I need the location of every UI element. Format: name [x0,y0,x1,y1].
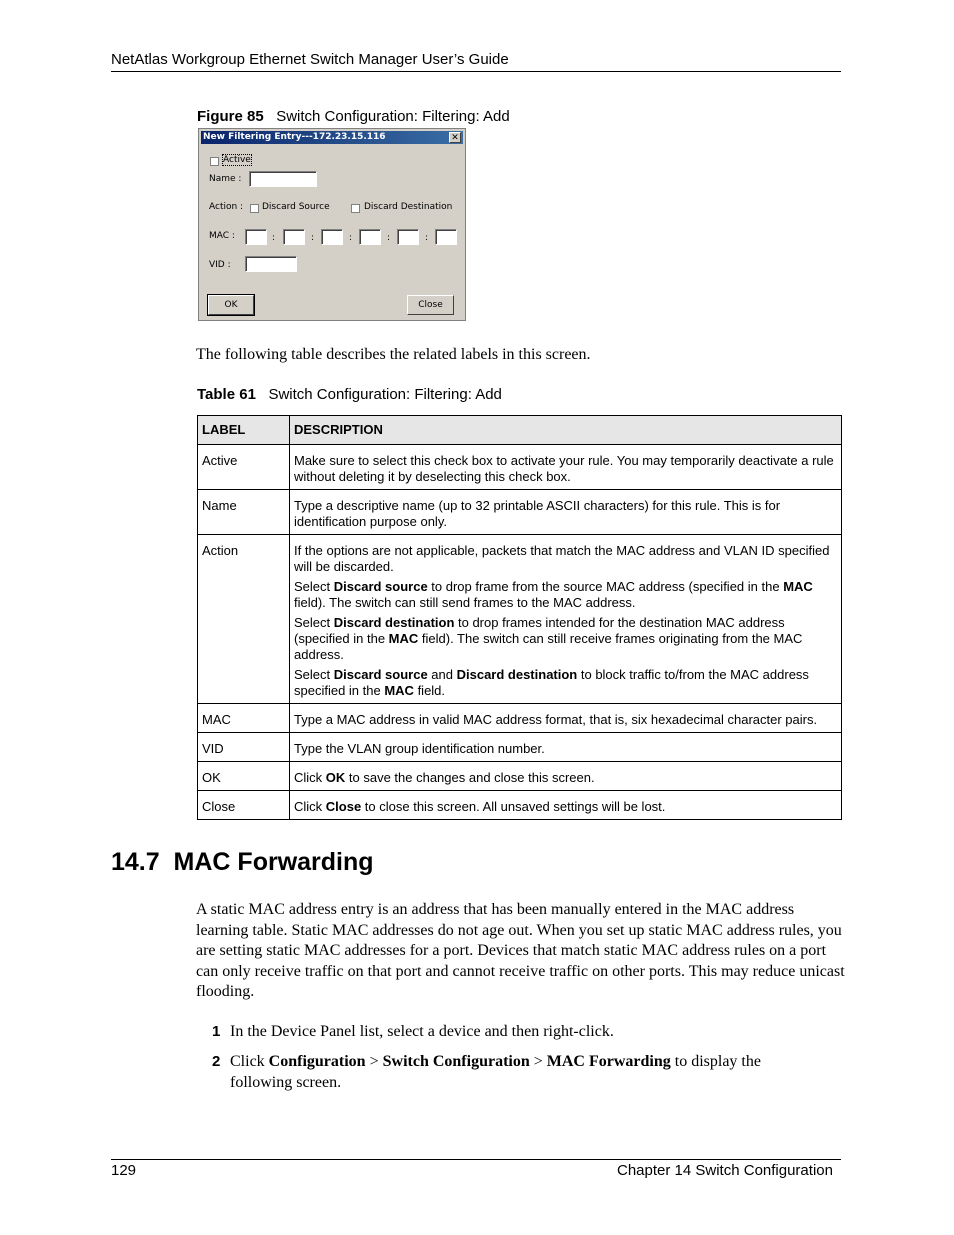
description-paragraph [294,579,837,611]
menu-path-item: Switch Configuration [382,1053,530,1070]
text-run: to save the changes and close this screen. [345,770,595,785]
bold-term: Discard destination [333,615,455,630]
row-description [290,535,842,704]
mac-octet-5-input[interactable] [397,229,419,245]
mac-octet-6-input[interactable] [435,229,457,245]
row-label: Name [198,490,290,535]
mac-separator: : [425,233,429,243]
body-paragraph: A static MAC address entry is an address that has been manually entered in the MAC address learning table. Static MAC addresses do not age out. When you set up static MAC address rules, you are setting static MAC addresses for a port. Devices that match static MAC address rules on a port can only receive traffic on that port and cannot receive traffic on other ports. This may reduce unicast flooding. [196,901,845,1000]
text-run: Select [294,667,334,682]
table-row [198,535,842,704]
row-description: Type the VLAN group identification number. [290,733,842,762]
table-label: Table 61 [197,386,256,403]
figure-title: Switch Configuration: Filtering: Add [276,108,510,125]
mac-separator: : [311,233,315,243]
table-title: Switch Configuration: Filtering: Add [268,386,502,403]
step-number: 1 [212,1023,221,1040]
bold-term: Discard source [333,667,428,682]
text-run: Click [294,799,326,814]
mac-separator: : [387,233,391,243]
row-label: MAC [198,704,290,733]
running-header: NetAtlas Workgroup Ethernet Switch Manager User’s Guide [111,51,509,68]
row-description [290,791,842,820]
mac-separator: : [349,233,353,243]
text-run: to drop frame from the source MAC address (specified in the [427,579,784,594]
close-icon[interactable]: ✕ [449,132,461,143]
table-row [198,762,842,791]
active-label: Active [223,155,251,165]
row-label: Close [198,791,290,820]
ok-button[interactable]: OK [208,295,254,315]
step-text [230,1052,810,1093]
description-paragraph [294,615,837,663]
text-run: Click [294,770,326,785]
row-label: Action [198,535,290,704]
name-input[interactable] [249,171,317,187]
discard-source-label: Discard Source [262,202,330,212]
dialog-title: New Filtering Entry---172.23.15.116 [203,132,386,142]
row-description: Type a MAC address in valid MAC address format, that is, six hexadecimal character pairs. [290,704,842,733]
step-text: In the Device Panel list, select a device and then right-click. [230,1023,614,1040]
table-header-row [198,416,842,445]
bold-term: Discard destination [456,667,578,682]
text-run: to close this screen. All unsaved settings will be lost. [361,799,666,814]
row-label: OK [198,762,290,791]
column-header-label: LABEL [198,416,290,445]
text-run: to drop frames intended for the destination MAC address (specified in the [294,615,785,646]
filtering-entry-dialog [198,128,466,321]
row-label: VID [198,733,290,762]
menu-path-item: MAC Forwarding [546,1053,671,1070]
figure-caption [197,108,510,125]
text-run: Click [230,1053,269,1070]
figure-label: Figure 85 [197,108,264,125]
text-run: Select [294,579,334,594]
bold-term: MAC [384,683,414,698]
text-run: Select [294,615,334,630]
menu-path-item: Configuration [268,1053,366,1070]
text-run: to display the following screen. [230,1053,761,1091]
text-run: field). The switch can still send frames to the MAC address. [294,595,636,610]
discard-destination-label: Discard Destination [364,202,453,212]
name-label: Name : [209,174,242,184]
discard-source-checkbox[interactable] [250,204,259,213]
bold-term: OK [325,770,346,785]
bold-term: MAC [388,631,419,646]
section-heading: 14.7 MAC Forwarding [111,848,374,876]
mac-octet-4-input[interactable] [359,229,381,245]
list-item [196,1022,836,1052]
page-number: 129 [111,1162,137,1179]
vid-input[interactable] [245,256,297,272]
text-run: field. [413,683,446,698]
row-label: Active [198,445,290,490]
text-run: to block traffic to/from the MAC address specified in the [294,667,809,698]
table-row [198,704,842,733]
column-header-description: DESCRIPTION [290,416,842,445]
active-checkbox[interactable] [210,157,219,166]
text-run: field). The switch can still receive frames originating from the MAC address. [294,631,803,662]
table-row [198,791,842,820]
bold-term: MAC [783,579,813,594]
table-row [198,490,842,535]
row-description [290,762,842,791]
mac-octet-1-input[interactable] [245,229,267,245]
table-intro: The following table describes the related labels in this screen. [196,346,591,363]
table-caption [197,386,502,403]
dialog-titlebar [201,131,463,144]
chapter-title: Chapter 14 Switch Configuration [617,1162,833,1179]
action-label: Action : [209,202,244,212]
mac-separator: : [272,233,276,243]
mac-octet-2-input[interactable] [283,229,305,245]
description-paragraph [294,667,837,699]
text-run: and [427,667,457,682]
text-run: > [529,1053,547,1070]
mac-octet-3-input[interactable] [321,229,343,245]
bold-term: Close [325,799,362,814]
label-description-table [197,415,842,820]
vid-label: VID : [209,260,231,270]
step-list [196,1022,836,1093]
discard-destination-checkbox[interactable] [351,204,360,213]
bold-term: Discard source [333,579,428,594]
table-row [198,445,842,490]
table-row [198,733,842,762]
row-description: Type a descriptive name (up to 32 printable ASCII characters) for this rule. This is for identification purpose only. [290,490,842,535]
text-run: > [365,1053,383,1070]
description-paragraph: If the options are not applicable, packets that match the MAC address and VLAN ID specified will be discarded. [294,543,830,574]
mac-label: MAC : [209,231,235,241]
list-item [196,1052,836,1093]
header-divider [111,71,841,72]
row-description: Make sure to select this check box to activate your rule. You may temporarily deactivate a rule without deleting it by deselecting this check box. [290,445,842,490]
step-number: 2 [212,1053,221,1070]
footer-divider [111,1159,841,1160]
close-button[interactable]: Close [407,295,454,315]
